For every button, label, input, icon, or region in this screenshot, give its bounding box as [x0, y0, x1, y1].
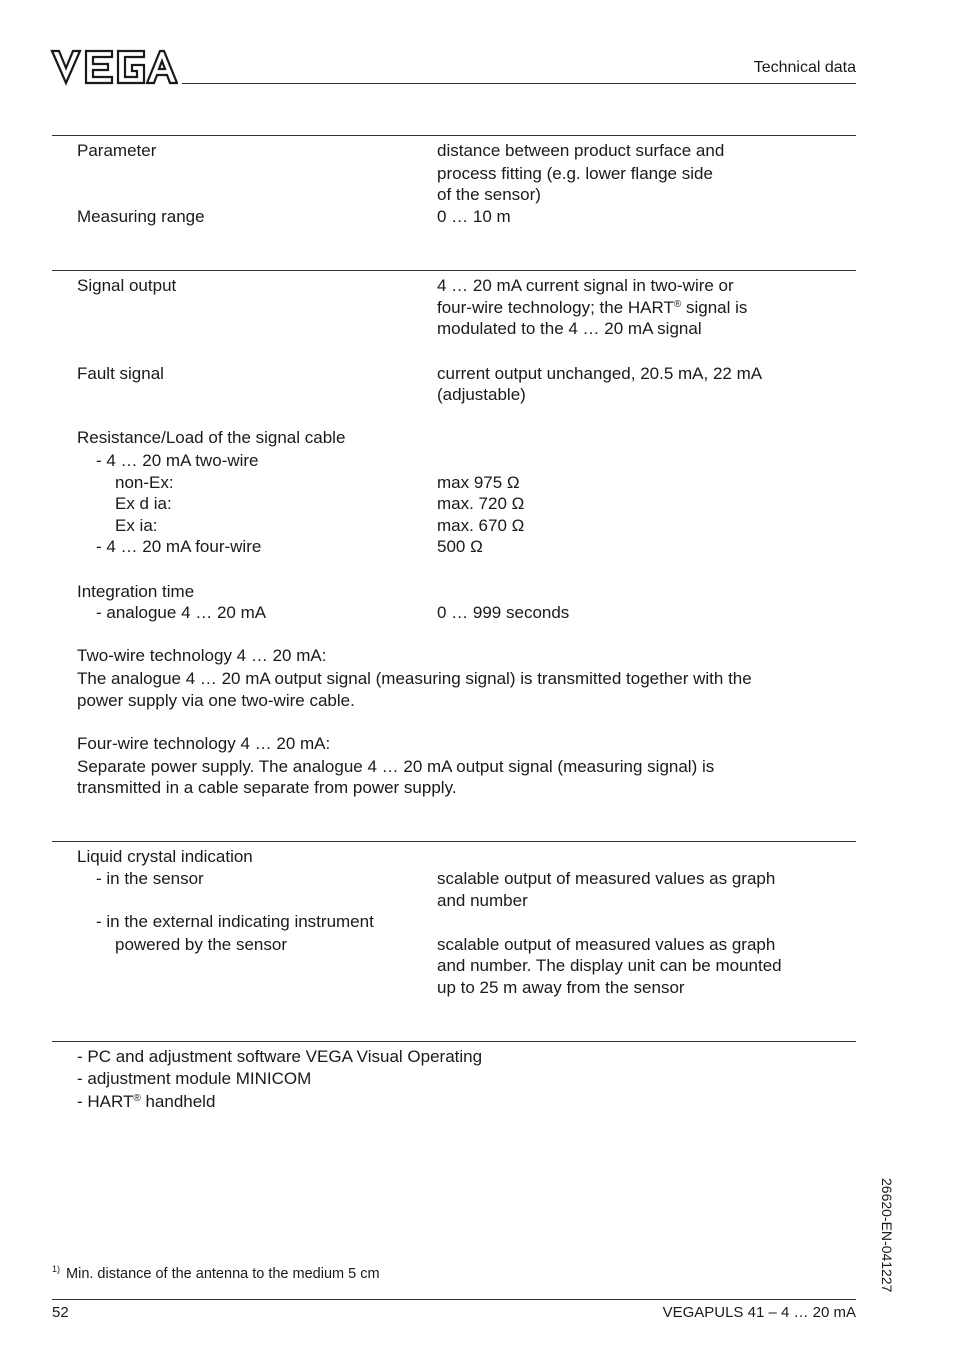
in-sensor-value-line: and number [437, 891, 528, 910]
section-divider [52, 841, 856, 842]
external-indicator-value-line: and number. The display unit can be mounted [437, 956, 782, 975]
external-indicator-value-line: up to 25 m away from the sensor [437, 978, 685, 997]
four-wire-tech-heading: Four-wire technology 4 … 20 mA: [77, 734, 331, 753]
external-indicator-value-line: scalable output of measured values as graph [437, 935, 776, 954]
four-wire-value: 500 Ω [437, 537, 483, 556]
page-number: 52 [52, 1304, 69, 1321]
integration-time-label: Integration time [77, 582, 195, 601]
in-sensor-label: - in the sensor [96, 869, 204, 888]
adjustment-item: - HART® handheld [77, 1092, 216, 1111]
measuring-range-value: 0 … 10 m [437, 207, 511, 226]
fault-signal-value-line: (adjustable) [437, 385, 526, 404]
signal-output-value-line: 4 … 20 mA current signal in two-wire or [437, 276, 734, 295]
document-id: 26620-EN-041227 [879, 1178, 895, 1293]
vega-logo [50, 48, 178, 86]
adjustment-item: - adjustment module MINICOM [77, 1069, 312, 1088]
in-sensor-value-line: scalable output of measured values as graph [437, 869, 776, 888]
signal-output-value-line: four-wire technology; the HART® signal is [437, 298, 748, 317]
non-ex-label: non-Ex: [115, 473, 174, 492]
adjustment-item: - PC and adjustment software VEGA Visual Operating [77, 1047, 483, 1066]
ex-ia-label: Ex ia: [115, 516, 158, 535]
analogue-value: 0 … 999 seconds [437, 603, 570, 622]
footnote-mark: 1) [52, 1264, 61, 1274]
four-wire-label: - 4 … 20 mA four-wire [96, 537, 262, 556]
measuring-range-label: Measuring range [77, 207, 205, 226]
analogue-label: - analogue 4 … 20 mA [96, 603, 267, 622]
signal-output-label: Signal output [77, 276, 177, 295]
four-wire-tech-text-line: transmitted in a cable separate from power supply. [77, 778, 457, 797]
ex-ia-value: max. 670 Ω [437, 516, 525, 535]
parameter-value-line: of the sensor) [437, 185, 541, 204]
two-wire-tech-text-line: power supply via one two-wire cable. [77, 691, 355, 710]
external-indicator-label: powered by the sensor [115, 935, 287, 954]
document-name: VEGAPULS 41 – 4 … 20 mA [662, 1304, 856, 1321]
fault-signal-value-line: current output unchanged, 20.5 mA, 22 mA [437, 364, 763, 383]
signal-output-value-line: modulated to the 4 … 20 mA signal [437, 319, 702, 338]
two-wire-tech-text-line: The analogue 4 … 20 mA output signal (measuring signal) is transmitted together with the [77, 669, 752, 688]
non-ex-value: max 975 Ω [437, 473, 520, 492]
lcd-label: Liquid crystal indication [77, 847, 253, 866]
four-wire-tech-text-line: Separate power supply. The analogue 4 … 20 mA output signal (measuring signal) is [77, 757, 715, 776]
resistance-label: Resistance/Load of the signal cable [77, 428, 346, 447]
header-rule [182, 83, 856, 84]
section-divider [52, 270, 856, 271]
section-divider [52, 1041, 856, 1042]
ex-d-ia-label: Ex d ia: [115, 494, 172, 513]
two-wire-label: - 4 … 20 mA two-wire [96, 451, 259, 470]
parameter-label: Parameter [77, 141, 157, 160]
section-divider [52, 135, 856, 136]
fault-signal-label: Fault signal [77, 364, 164, 383]
footer-rule [52, 1299, 856, 1300]
parameter-value-line: process fitting (e.g. lower flange side [437, 164, 713, 183]
two-wire-tech-heading: Two-wire technology 4 … 20 mA: [77, 646, 327, 665]
ex-d-ia-value: max. 720 Ω [437, 494, 525, 513]
external-indicator-label: - in the external indicating instrument [96, 912, 374, 931]
parameter-value-line: distance between product surface and [437, 141, 725, 160]
footnote: $^{1)}$ Min. distance of the antenna to the medium 5 cm [52, 1264, 380, 1282]
section-title: Technical data [753, 59, 856, 76]
